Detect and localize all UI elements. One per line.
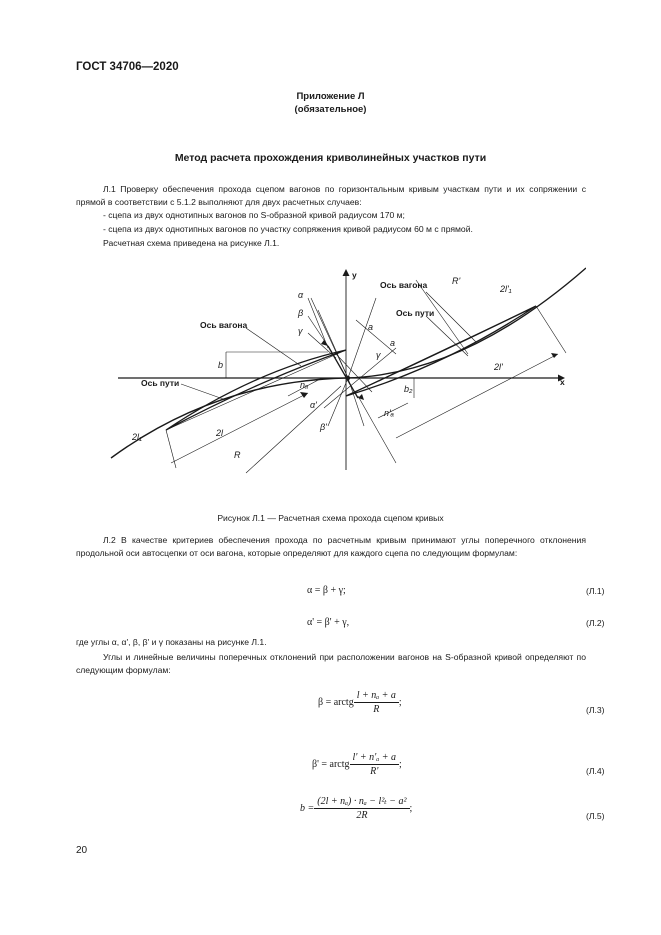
formula-l5 xyxy=(300,796,412,821)
formula-number: (Л.4) xyxy=(586,766,605,776)
fraction-numerator: l' + n'ₐ + a xyxy=(350,752,399,765)
formula-tail: ; xyxy=(409,802,413,814)
section-title: Метод расчета прохождения криволинейных участков пути xyxy=(174,152,487,164)
label-a: a xyxy=(368,322,374,332)
page-number: 20 xyxy=(76,845,88,856)
label-2l1-prime: 2l'₁ xyxy=(500,284,512,294)
formula-number: (Л.1) xyxy=(586,586,605,596)
label-os-puti-right: Ось пути xyxy=(396,308,435,318)
label-os-vagona-right: Ось вагона xyxy=(380,280,428,290)
standard-header: ГОСТ 34706—2020 xyxy=(76,61,179,73)
guide-line xyxy=(348,298,376,378)
where-note: где углы α, α', β, β' и γ показаны на рисунке Л.1. xyxy=(76,637,267,647)
formula-number: (Л.5) xyxy=(586,811,605,821)
dim-a xyxy=(356,320,396,354)
list-item: - сцепа из двух однотипных вагонов по участку сопряжения кривой радиусом 60 м с прямой. xyxy=(103,224,473,234)
fraction xyxy=(350,752,399,777)
formula-l4 xyxy=(312,752,402,777)
formula-l2: α' = β' + γ, xyxy=(307,617,350,628)
label-2l-prime: 2l' xyxy=(494,362,503,372)
label-alpha: α xyxy=(298,290,304,300)
arrow-head xyxy=(321,340,328,346)
figure-l1 xyxy=(96,258,586,490)
label-os-puti-left: Ось пути xyxy=(141,378,180,388)
guide-line xyxy=(166,430,176,468)
label-a2: a xyxy=(390,338,396,348)
formula-l1: α = β + γ; xyxy=(307,585,346,596)
formula-number: (Л.3) xyxy=(586,705,605,715)
list-item: - сцепа из двух однотипных вагонов по S-образной кривой радиусом 170 м; xyxy=(103,210,405,220)
fraction-denominator: R xyxy=(373,704,380,715)
coupling-point xyxy=(346,376,350,380)
label-n-a-prime: n'ₐ xyxy=(384,408,394,418)
formula-l3 xyxy=(318,690,402,715)
paragraph-l2-cont: Углы и линейные величины поперечных отклонений при расположении вагонов на S-образной кривой определяют по следующим формулам: xyxy=(76,652,586,676)
fraction-denominator: R' xyxy=(370,766,379,777)
guide-line xyxy=(358,396,396,463)
formula-tail: ; xyxy=(398,696,402,708)
formula-lhs: β = arctg xyxy=(318,696,354,708)
label-alpha-prime: α' xyxy=(310,400,317,410)
formula-tail: ; xyxy=(399,758,402,770)
car-left-axis xyxy=(166,350,346,430)
leader-os-puti-left xyxy=(181,384,226,400)
label-beta: β xyxy=(298,308,304,318)
label-R-prime: R' xyxy=(452,276,461,286)
paragraph-l2: Л.2 В качестве критериев обеспечения прохода по расчетным кривым принимают углы поперечного отклонения продольной оси автосцепки от оси вагона, которые определяют для каждого сцепа по следующим формулам: xyxy=(76,535,586,559)
label-x: x xyxy=(560,377,565,387)
figure-caption: Рисунок Л.1 — Расчетная схема прохода сцепом кривых xyxy=(217,513,444,523)
y-axis-arrow xyxy=(343,269,350,276)
arrow-head xyxy=(300,392,308,398)
coupler-line xyxy=(336,354,372,392)
label-b2: b₂ xyxy=(404,384,413,394)
fraction xyxy=(354,690,399,715)
guide-line xyxy=(536,306,566,353)
scheme-note: Расчетная схема приведена на рисунке Л.1. xyxy=(103,238,280,248)
formula-number: (Л.2) xyxy=(586,618,605,628)
label-gamma-top: γ xyxy=(298,326,303,336)
fraction-numerator: (2l + nₐ) · nₐ − l²ₜ − a² xyxy=(314,796,409,809)
formula-lhs: b = xyxy=(300,802,315,814)
label-beta-prime: β' xyxy=(320,422,327,432)
label-2l: 2l xyxy=(216,428,224,438)
label-gamma-right: γ xyxy=(376,350,381,360)
fraction xyxy=(314,796,409,821)
label-n-a: nₐ xyxy=(300,380,309,390)
leader-alpha xyxy=(308,298,328,348)
fraction-denominator: 2R xyxy=(356,810,368,821)
label-y: y xyxy=(352,270,357,280)
label-b: b xyxy=(218,360,224,370)
appendix-subtitle: (обязательное) xyxy=(294,104,367,115)
label-2l1: 2l₁ xyxy=(132,432,142,442)
formula-lhs: β' = arctg xyxy=(312,758,350,770)
track-axis-curve xyxy=(111,268,586,458)
appendix-title: Приложение Л xyxy=(296,91,365,102)
leader-os-vagona-left xyxy=(246,328,301,366)
label-R: R xyxy=(234,450,241,460)
car-right-axis xyxy=(346,306,536,396)
fraction-numerator: l + nₐ + a xyxy=(354,690,399,703)
paragraph-l1: Л.1 Проверку обеспечения прохода сцепом вагонов по горизонтальным кривым участкам пути и их сопряжении с прямой в соответствии с 5.1.2 выполняют для двух расчетных случаев: xyxy=(76,184,586,208)
label-os-vagona-left: Ось вагона xyxy=(200,320,248,330)
leader-os-puti-right xyxy=(426,316,468,356)
